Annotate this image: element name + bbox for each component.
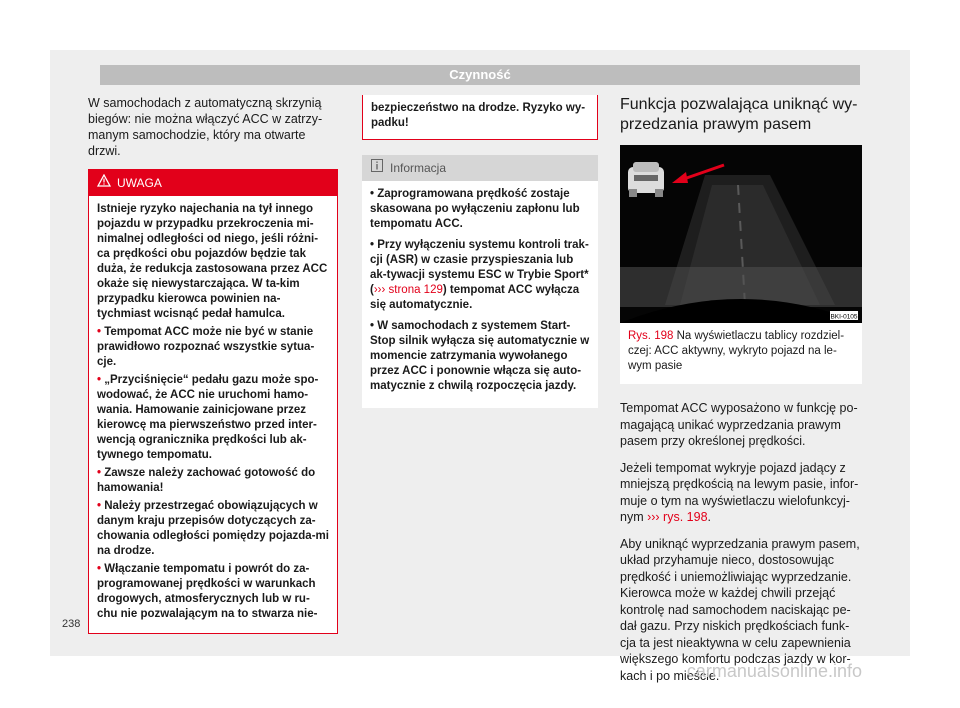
bullet-icon: •: [97, 374, 102, 386]
figure-link[interactable]: ››› rys. 198: [647, 510, 708, 524]
figure: [620, 145, 862, 384]
paragraph: Jeżeli tempomat wykryje pojazd jadący z mniejszą prędkością na lewym pasie, infor-muje o tym na wyświetlaczu wielofunkcyj-nym ››› rys. 198.: [620, 460, 859, 524]
warning-body: [89, 196, 337, 633]
body-text: [620, 400, 862, 684]
warning-item: • Zawsze należy zachować gotowość do hamowania!: [97, 467, 316, 494]
info-box: [362, 155, 598, 408]
bullet-icon: •: [97, 563, 102, 575]
info-title: Informacja: [390, 161, 447, 175]
info-header: [362, 155, 598, 181]
column-1: [88, 95, 338, 634]
warning-box: [88, 169, 338, 634]
caption-label: Rys. 198: [628, 330, 674, 342]
car-icon: [628, 162, 664, 197]
page-number: 238: [62, 618, 81, 630]
figure-caption: [620, 323, 862, 384]
paragraph: Aby uniknąć wyprzedzania prawym pasem, układ przyhamuje nieco, dostosowując prędkość i uniemożliwiając wyprzedzanie. Kierowca może w każdej chwili przejąć kontrolę nad samochodem naciskając pe-dał gazu. Przy niskich prędkościach funk-cja ta jest nieaktywna w celu zapewnienia większego komfortu podczas jazdy w kor-kach i po mieście.: [620, 536, 860, 683]
paragraph: Tempomat ACC wyposażono w funkcję po-magającą unikać wyprzedzania prawym pasem przy określonej prędkości.: [620, 401, 858, 448]
footer-watermark: carmanualsonline.info: [686, 661, 862, 681]
warning-item: • Włączanie tempomatu i powrót do za-programowanej prędkości w warunkach drogowych, atmosferycznych lub w ru-chu nie pozwalającym na to stwarza nie-: [97, 563, 318, 620]
column-3: [620, 95, 862, 694]
column-2: [362, 95, 598, 408]
warning-lead: Istnieje ryzyko najechania na tył innego pojazdu w przypadku przekroczenia mi-nimalnej odległości od niego, jeśli różni-ca prędkości obu pojazdów będzie tak duża, że redukcja zastosowana przez ACC okaże się niewystarczająca. W ta-kim przypadku kierowca powinien na-tychmiast wcisnąć pedał hamulca.: [97, 203, 328, 320]
warning-item: • „Przyciśnięcie“ pedału gazu może spo-wodować, że ACC nie uruchomi hamo-wania. Hamowanie zainicjowane przez kierowcę ma pierwszeństwo przed inter-wencją ogranicznika prędkości lub ak-tywnego tempomatu.: [97, 374, 319, 461]
warning-continuation: bezpieczeństwo na drodze. Ryzyko wy-padku!: [362, 95, 598, 140]
warning-title: UWAGA: [117, 176, 162, 190]
info-icon: [371, 159, 383, 172]
section-title: Funkcja pozwalająca uniknąć wy-przedzania prawym pasem: [620, 96, 858, 133]
page-link[interactable]: ››› strona 129: [373, 284, 443, 296]
section-header: Czynność: [100, 65, 860, 85]
intro-paragraph: W samochodach z automatyczną skrzynią biegów: nie można włączyć ACC w zatrzy-manym samochodzie, który ma otwarte drzwi.: [88, 96, 323, 158]
info-item: • Zaprogramowana prędkość zostaje skasowana po wyłączeniu zapłonu lub tempomatu ACC.: [370, 188, 580, 230]
info-item: • W samochodach z systemem Start-Stop silnik wyłącza się automatycznie w momencie zatrzymania wywołanego przez ACC i ponownie włącza się auto-matycznie z chwilą rozpoczęcia jazdy.: [370, 320, 590, 392]
warning-item: • Tempomat ACC może nie być w stanie prawidłowo rozpoznać wszystkie sytua-cje.: [97, 326, 315, 368]
bullet-icon: •: [97, 467, 102, 479]
dashboard-display-illustration: [620, 145, 862, 323]
warning-item: • Należy przestrzegać obowiązujących w danym kraju przepisów dotyczących za-chowania odległości pomiędzy pojazda-mi na drodze.: [97, 500, 329, 557]
caption-text: Na wyświetlaczu tablicy rozdziel-czej: ACC aktywny, wykryto pojazd na le-wym pasie: [628, 330, 845, 372]
bullet-icon: •: [97, 500, 102, 512]
warning-triangle-icon: [97, 174, 111, 187]
warning-header: [89, 170, 337, 196]
info-item: • Przy wyłączeniu systemu kontroli trak-cji (ASR) w czasie przyspieszania lub ak-tywacji systemu ESC w Trybie Sport* (››› strona 129) tempomat ACC wyłącza się automatycznie.: [370, 239, 589, 311]
info-body: [362, 181, 598, 408]
bullet-icon: •: [97, 326, 102, 338]
figure-code: BKI-0105: [830, 313, 858, 321]
